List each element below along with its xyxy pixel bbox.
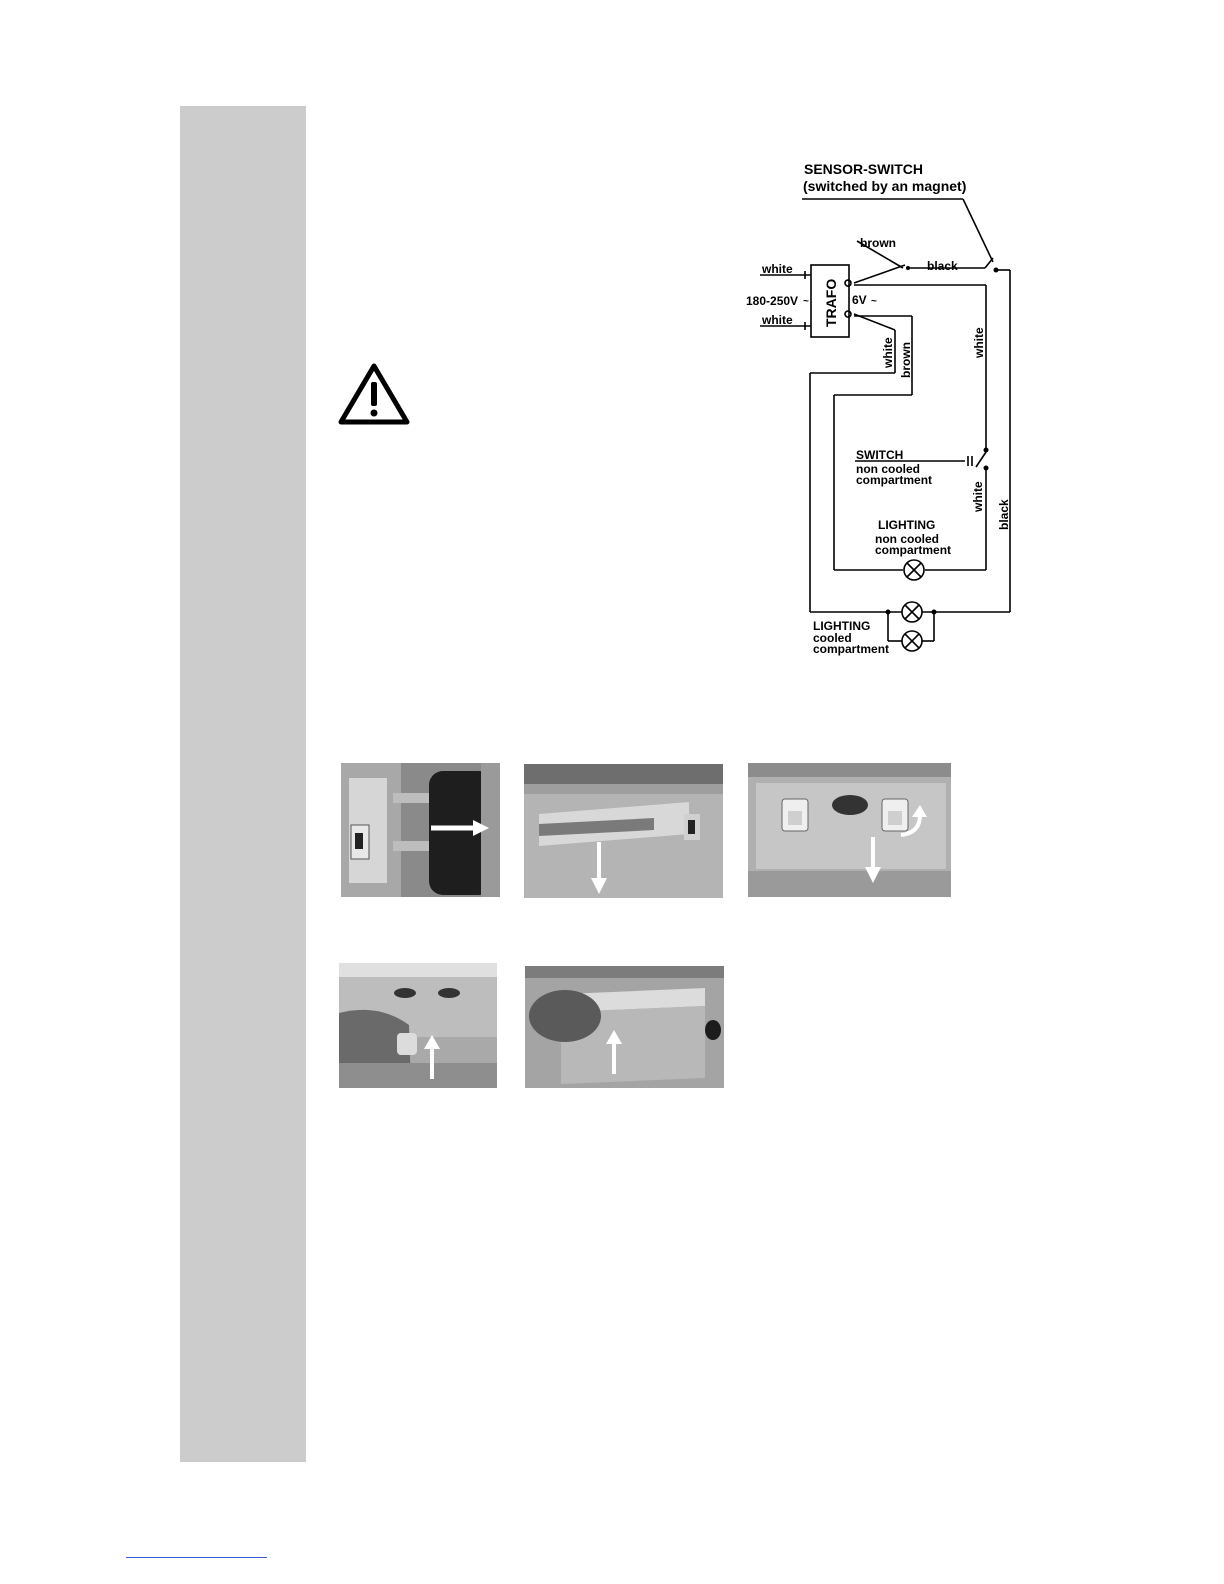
warning-triangle-icon <box>338 362 410 426</box>
sensor-switch-subtitle: (switched by an magnet) <box>803 178 967 194</box>
trafo-label: TRAFO <box>823 278 839 327</box>
arrow-icon <box>590 840 608 896</box>
wire-label: white <box>972 327 986 358</box>
switch-title: SWITCH <box>856 448 904 462</box>
rotate-arrow-icon <box>898 803 928 839</box>
wire-label: white <box>971 481 985 512</box>
wire-label: brown <box>899 342 913 378</box>
lighting-title: LIGHTING <box>813 619 871 633</box>
photo-lamp-sockets <box>748 763 951 897</box>
sensor-switch-title: SENSOR-SWITCH <box>804 161 923 177</box>
photo-insert-lamp <box>339 963 497 1088</box>
output-voltage-label: 6V <box>852 293 867 307</box>
wire-label: black <box>927 259 958 273</box>
wiring-diagram <box>740 155 1040 665</box>
switch-text: non cooled <box>856 462 920 476</box>
arrow-icon <box>429 818 491 838</box>
wire-label: white <box>762 313 793 327</box>
wire-label: black <box>997 499 1011 530</box>
side-bar <box>180 106 306 1462</box>
lighting-text: compartment <box>813 642 890 656</box>
wire-label: white <box>762 262 793 276</box>
arrow-icon <box>423 1035 441 1081</box>
photo-unplug <box>341 763 500 897</box>
wire-label: white <box>881 337 895 368</box>
wire-label: brown <box>860 236 896 250</box>
arrow-icon <box>605 1030 623 1076</box>
tilde-label: ~ <box>803 296 809 307</box>
footer-rule <box>126 1557 267 1558</box>
arrow-icon <box>864 835 882 885</box>
tilde-label: ~ <box>871 296 877 307</box>
lighting-text: compartment <box>875 543 952 557</box>
lighting-text: cooled <box>813 631 852 645</box>
photo-remove-cover <box>524 764 723 898</box>
switch-text: compartment <box>856 473 933 487</box>
input-voltage-label: 180-250V <box>746 294 799 308</box>
lighting-text: non cooled <box>875 532 939 546</box>
lighting-title: LIGHTING <box>878 518 936 532</box>
photo-reattach-cover <box>525 966 724 1088</box>
